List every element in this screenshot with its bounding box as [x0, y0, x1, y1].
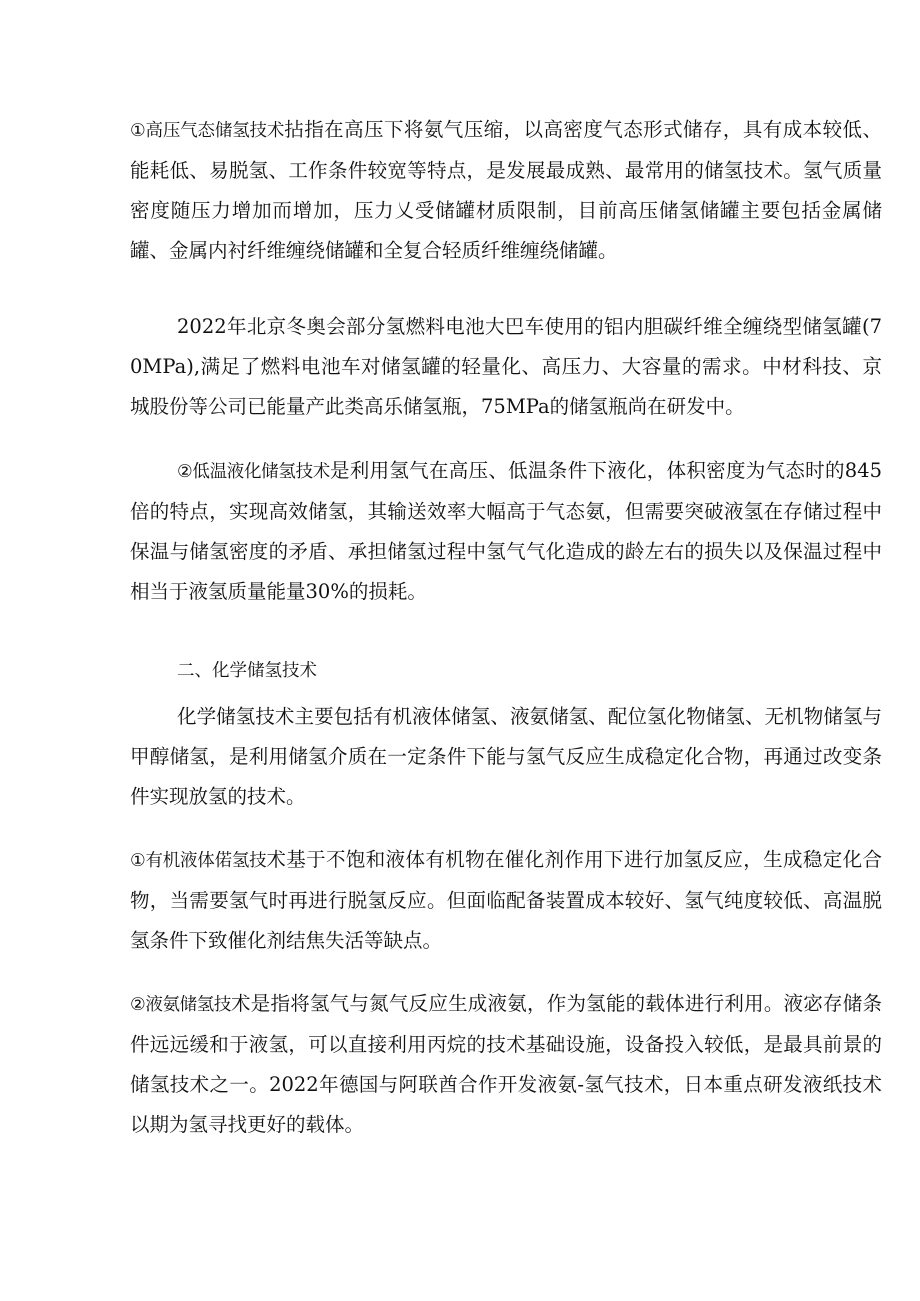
paragraph-cryogenic-liquefaction	[130, 451, 882, 612]
paragraph-lead: ②低温液化储氢技术	[177, 462, 330, 482]
paragraph-body: 拈指在高压下将氨气压缩，以高密度气态形式储存，具有成本较低、能耗低、易脱氢、工作条件较宽等特点，是发展最成熟、最常用的储氢技术。氢气质量密度随压力增加而增加，压力乂受储罐材质限制，目前高压储氢储罐主要包括金属储罐、金属内衬纤维缠绕储罐和全复合轻质纤维缠绕储罐。	[130, 118, 882, 262]
paragraph-body: 2022年北京冬奥会部分氢燃料电池大巴车使用的铝内胆碳纤维全缠绕型储氢罐(70MPa),满足了燃料电池车对储氢罐的轻量化、高压力、大容量的需求。中材科技、京城股份等公司已能量产此类高乐储氢瓶，75MPa的储氢瓶尚在研发中。	[130, 315, 882, 418]
paragraph-body: 化学储氢技术主要包括有机液体储氢、液氨储氢、配位氢化物储氢、无机物储氢与甲醇储氢，是利用储氢介质在一定条件下能与氢气反应生成稳定化合物，再通过改变条件实现放氢的技术。	[130, 705, 882, 808]
paragraph-body: 术基于不饱和液体有机物在催化剂作用下进行加氢反应，生成稳定化合物，当需要氢气时再进行脱氢反应。但面临配备装置成本较好、氢气纯度较低、高温脱氢条件下致催化剂结焦失活等缺点。	[130, 848, 882, 952]
paragraph-lead: ①有机液体偌氢技	[130, 851, 267, 871]
paragraph-lead: ②液氨储氢技	[130, 995, 231, 1015]
paragraph-organic-liquid-storage	[130, 840, 882, 961]
paragraph-liquid-ammonia-storage	[130, 984, 882, 1145]
paragraph-high-pressure-storage	[130, 110, 882, 271]
paragraph-body: 是利用氢气在高压、低温条件下液化，体积密度为气态时的845倍的特点，实现高效储氢，其输送效率大幅高于气态氨，但需要突破液氢在存储过程中保温与储氢密度的矛盾、承担储氢过程中氢气气化造成的龄左右的损失以及保温过程中相当于液氢质量能量30%的损耗。	[130, 459, 882, 603]
paragraph-winter-olympics-tank	[130, 307, 882, 427]
section-heading: 二、化学储氢技术	[177, 661, 317, 681]
paragraph-lead: ①高压气态储氢技术	[130, 121, 285, 141]
paragraph-body: 术是指将氢气与氮气反应生成液氨，作为氢能的载体进行利用。液宓存储条件远远缓和于液氢，可以直接利用丙烷的技术基础设施，设备投入较低，是最具前景的储氢技术之一。2022年德国与阿联酋合作开发液氨-氢气技术，日本重点研发液纸技术以期为氢寻找更好的载体。	[130, 992, 882, 1136]
paragraph-chemical-storage-overview	[130, 697, 882, 817]
